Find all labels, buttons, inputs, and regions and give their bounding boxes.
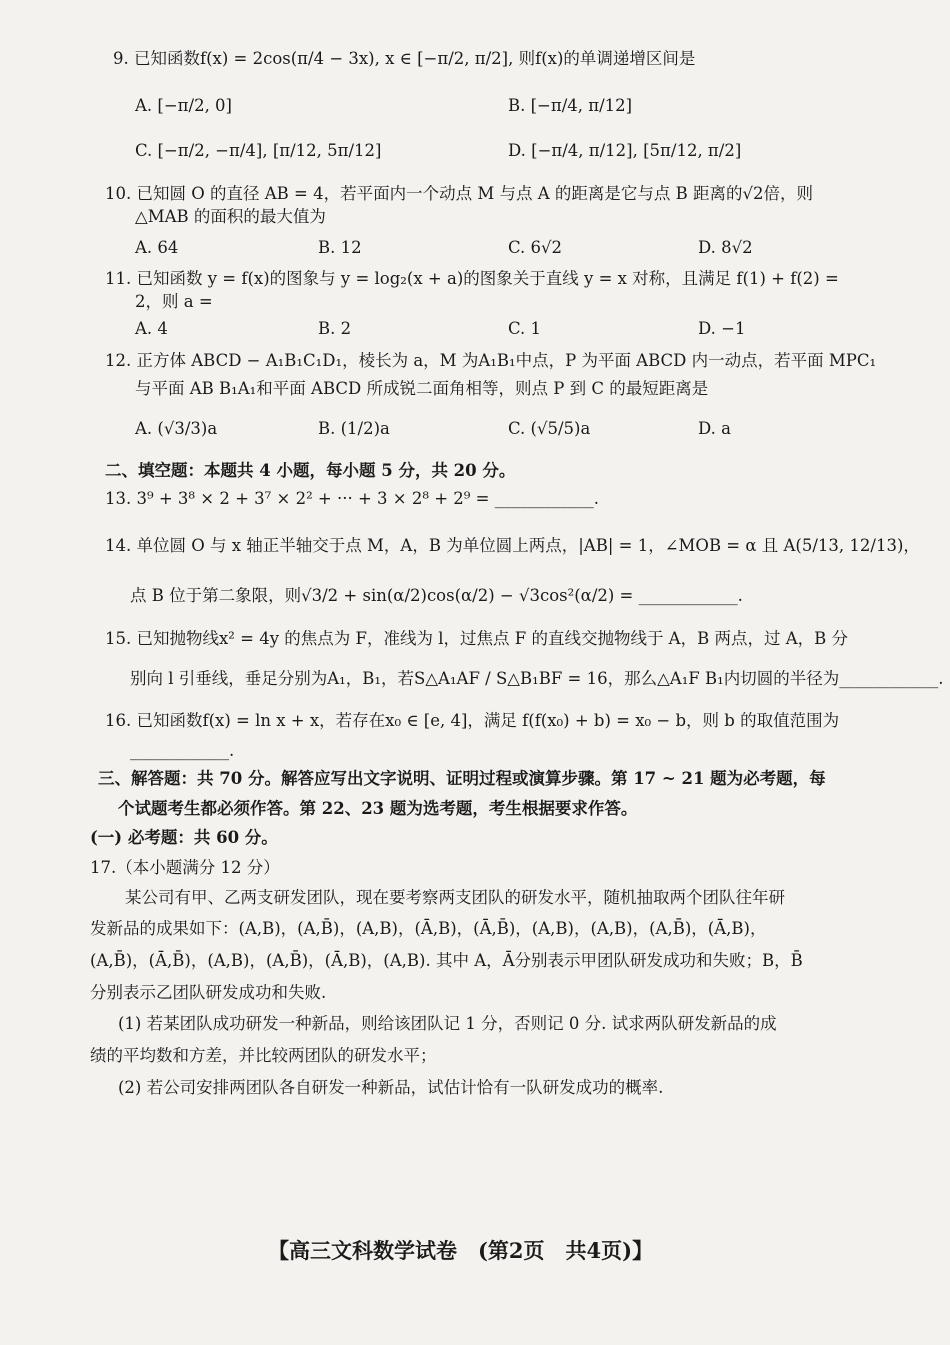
page-footer: 【高三文科数学试卷 (第2页 共4页)】: [268, 1238, 654, 1263]
q11-option-a: A. 4: [135, 319, 168, 338]
q9-option-c: C. [−π/2, −π/4], [π/12, 5π/12]: [135, 141, 382, 160]
q15-line1: 15. 已知抛物线x² = 4y 的焦点为 F，准线为 l，过焦点 F 的直线交抛物线于 A，B 两点，过 A，B 分: [105, 629, 848, 648]
q17-sub2: (2) 若公司安排两团队各自研发一种新品，试估计恰有一队研发成功的概率.: [118, 1078, 664, 1097]
q11-line1: 11. 已知函数 y = f(x)的图象与 y = log₂(x + a)的图象关于直线 y = x 对称，且满足 f(1) + f(2) =: [105, 269, 839, 288]
q10-option-d: D. 8√2: [698, 238, 753, 257]
q17-title: 17.（本小题满分 12 分）: [90, 858, 280, 877]
q12-option-c: C. (√5/5)a: [508, 419, 591, 438]
q12-line1: 12. 正方体 ABCD − A₁B₁C₁D₁，棱长为 a，M 为A₁B₁中点，P 为平面 ABCD 内一动点，若平面 MPC₁: [105, 351, 877, 370]
q16-line1: 16. 已知函数f(x) = ln x + x，若存在x₀ ∈ [e, 4]，满足 f(f(x₀) + b) = x₀ − b，则 b 的取值范围为: [105, 711, 840, 730]
q17-sub1-line2: 绩的平均数和方差，并比较两团队的研发水平；: [90, 1046, 437, 1065]
required-header: (一) 必考题：共 60 分。: [90, 828, 278, 847]
q12-option-b: B. (1/2)a: [318, 419, 390, 438]
section3-header-line2: 个试题考生都必须作答。第 22、23 题为选考题，考生根据要求作答。: [118, 799, 638, 818]
section2-header: 二、填空题：本题共 4 小题，每小题 5 分，共 20 分。: [105, 461, 516, 480]
q11-line2: 2，则 a =: [135, 292, 213, 311]
q9-stem: 9. 已知函数f(x) = 2cos(π/4 − 3x), x ∈ [−π/2, π/2], 则f(x)的单调递增区间是: [113, 49, 696, 68]
q12-line2: 与平面 AB B₁A₁和平面 ABCD 所成锐二面角相等，则点 P 到 C 的最短距离是: [135, 379, 709, 398]
q11-option-c: C. 1: [508, 319, 542, 338]
q12-option-d: D. a: [698, 419, 731, 438]
q17-paragraph-3: (A,B̄)，(Ā,B̄)，(A,B)，(A,B̄)，(Ā,B)，(A,B). 其中 A，Ā分别表示甲团队研发成功和失败；B，B̄: [90, 951, 803, 970]
q14-line1: 14. 单位圆 O 与 x 轴正半轴交于点 M，A，B 为单位圆上两点，|AB| = 1，∠MOB = α 且 A(5/13, 12/13)，: [105, 536, 920, 555]
q10-option-c: C. 6√2: [508, 238, 563, 257]
q11-option-b: B. 2: [318, 319, 352, 338]
q10-line1: 10. 已知圆 O 的直径 AB = 4，若平面内一个动点 M 与点 A 的距离是它与点 B 距离的√2倍，则: [105, 184, 814, 203]
q17-paragraph-2: 发新品的成果如下：(A,B)，(A,B̄)，(A,B)，(Ā,B)，(Ā,B̄)，(A,B)，(A,B)，(A,B̄)，(Ā,B)，: [90, 919, 767, 938]
q17-sub1-line1: (1) 若某团队成功研发一种新品，则给该团队记 1 分，否则记 0 分. 试求两队研发新品的成: [118, 1014, 777, 1033]
q17-paragraph-4: 分别表示乙团队研发成功和失败.: [90, 983, 327, 1002]
q10-option-b: B. 12: [318, 238, 362, 257]
q17-paragraph-1: 某公司有甲、乙两支研发团队，现在要考察两支团队的研发水平，随机抽取两个团队往年研: [125, 888, 785, 907]
q14-line2: 点 B 位于第二象限，则√3/2 + sin(α/2)cos(α/2) − √3cos²(α/2) = ____________.: [130, 586, 743, 605]
q13: 13. 3⁹ + 3⁸ × 2 + 3⁷ × 2² + ··· + 3 × 2⁸ + 2⁹ = ____________.: [105, 489, 599, 508]
q15-line2: 别向 l 引垂线，垂足分别为A₁，B₁，若S△A₁AF / S△B₁BF = 16，那么△A₁F B₁内切圆的半径为____________.: [130, 669, 944, 688]
q9-option-b: B. [−π/4, π/12]: [508, 96, 633, 115]
q9-option-d: D. [−π/4, π/12], [5π/12, π/2]: [508, 141, 742, 160]
q10-option-a: A. 64: [135, 238, 179, 257]
section3-header-line1: 三、解答题：共 70 分。解答应写出文字说明、证明过程或演算步骤。第 17 ~ 21 题为必考题，每: [98, 769, 826, 788]
q9-option-a: A. [−π/2, 0]: [135, 96, 232, 115]
q16-line2: ____________.: [130, 741, 235, 760]
q11-option-d: D. −1: [698, 319, 746, 338]
q10-line2: △MAB 的面积的最大值为: [135, 207, 326, 226]
q12-option-a: A. (√3/3)a: [135, 419, 218, 438]
